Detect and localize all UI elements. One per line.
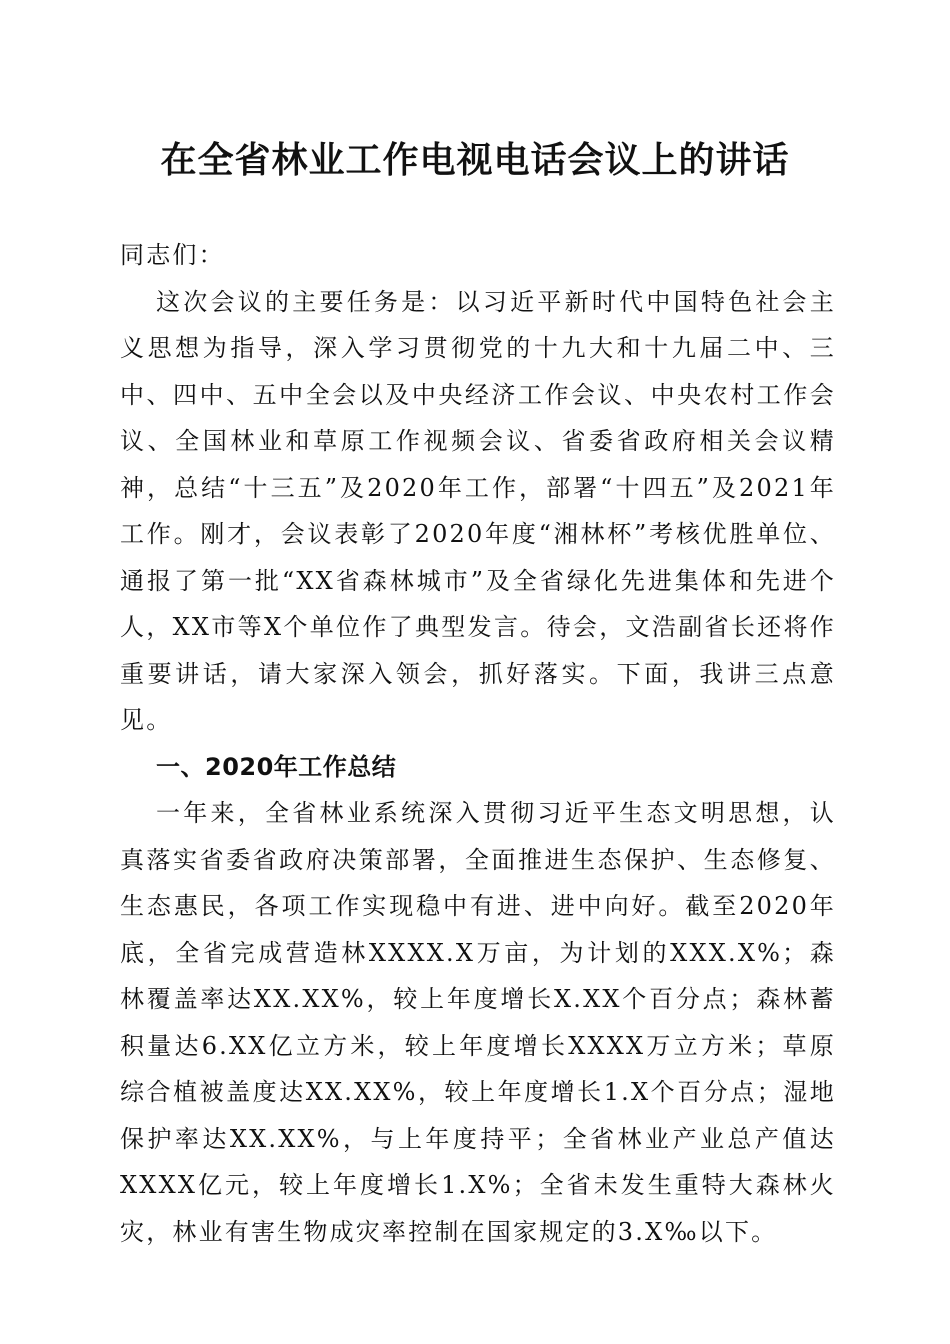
section-heading: 一、2020年工作总结 — [156, 752, 397, 781]
document-title: 在全省林业工作电视电话会议上的讲话 — [160, 139, 790, 181]
intro-paragraph: 这次会议的主要任务是：以习近平新时代中国特色社会主义思想为指导，深入学习贯彻党的十九大和十九届二中、三中、四中、五中全会以及中央经济工作会议、中央农村工作会议、全国林业和草原工作视频会议、省委省政府相关会议精神，总结“十三五”及2020年工作，部署“十四五”及2021年工作。刚才，会议表彰了2020年度“湘林杯”考核优胜单位、通报了第一批“XX省森林城市”及全省绿化先进集体和先进个人，XX市等X个单位作了典型发言。待会，文浩副省长还将作重要讲话，请大家深入领会，抓好落实。下面，我讲三点意见。 — [120, 287, 836, 734]
document-body — [120, 232, 836, 1255]
greeting: 同志们： — [120, 241, 225, 269]
summary-paragraph: 一年来，全省林业系统深入贯彻习近平生态文明思想，认真落实省委省政府决策部署，全面推进生态保护、生态修复、生态惠民，各项工作实现稳中有进、进中向好。截至2020年底，全省完成营造林XXXX.X万亩，为计划的XXX.X%；森林覆盖率达XX.XX%，较上年度增长X.XX个百分点；森林蓄积量达6.XX亿立方米，较上年度增长XXXX万立方米；草原综合植被盖度达XX.XX%，较上年度增长1.X个百分点；湿地保护率达XX.XX%，与上年度持平；全省林业产业总产值达XXXX亿元，较上年度增长1.X%；全省未发生重特大森林火灾，林业有害生物成灾率控制在国家规定的3.X‰以下。 — [120, 799, 836, 1246]
